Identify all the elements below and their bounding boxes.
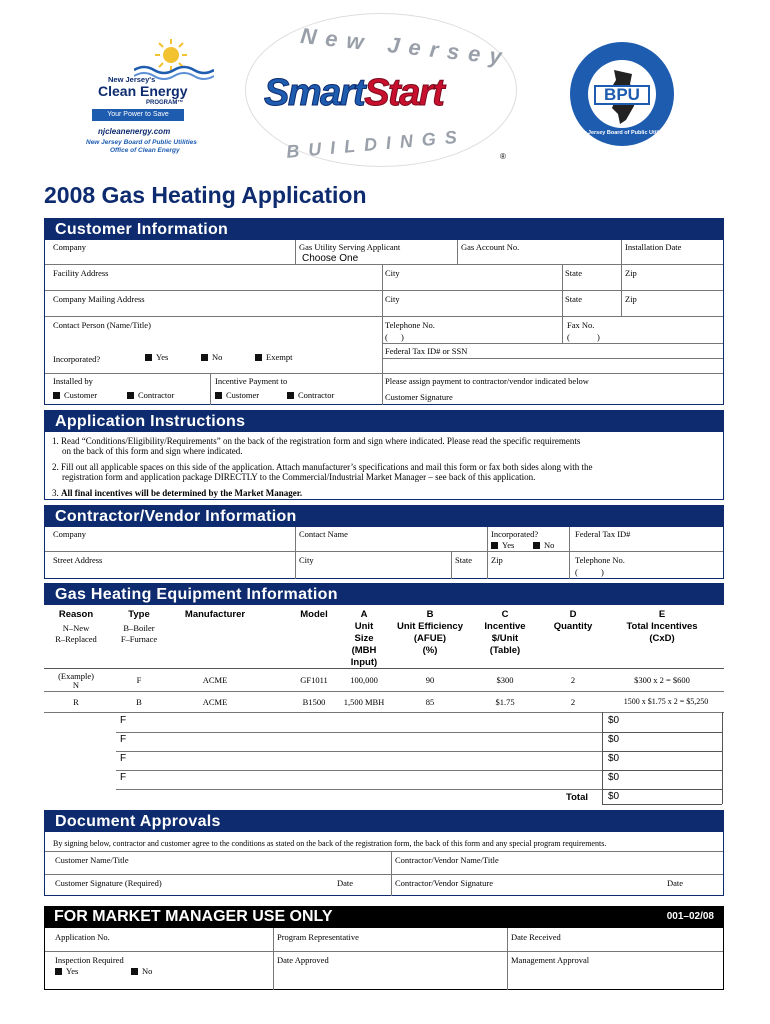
- contractor-company-label: Company: [53, 529, 87, 539]
- example2-reason: R: [73, 697, 79, 707]
- installed-by-label: Installed by: [53, 376, 93, 386]
- company-label: Company: [53, 242, 87, 252]
- grand-total: $0: [608, 791, 620, 802]
- checkbox-icon[interactable]: [53, 392, 60, 399]
- contractor-tel-paren-open: (: [575, 567, 578, 577]
- col-model: Model: [300, 609, 328, 620]
- market-header-text: FOR MARKET MANAGER USE ONLY: [54, 908, 333, 925]
- instruction-1b: on the back of this form and sign where indicated.: [62, 446, 243, 456]
- incorporated-exempt-option[interactable]: Exempt: [255, 352, 292, 362]
- contact-label: Contact Person (Name/Title): [53, 320, 151, 330]
- board-line2: Office of Clean Energy: [110, 147, 180, 154]
- customer-signature-required-label: Customer Signature (Required): [55, 878, 162, 888]
- assign-payment-label: Please assign payment to contractor/vendor indicated below: [385, 376, 589, 386]
- tel-paren-open: (: [385, 332, 388, 342]
- instructions-header-text: Application Instructions: [55, 413, 246, 430]
- install-date-label: Installation Date: [625, 242, 682, 252]
- installed-customer-option[interactable]: Customer: [53, 390, 97, 400]
- equipment-table: [44, 605, 724, 805]
- smartstart-logo: [246, 14, 516, 166]
- mailing-city-label: City: [385, 294, 400, 304]
- smartstart-start: Start: [364, 72, 444, 114]
- contractor-city-label: City: [299, 555, 314, 565]
- cleanenergy-line2: Clean Energy: [98, 83, 188, 99]
- contractor-yes-option[interactable]: Yes: [491, 540, 514, 550]
- mailing-address-label: Company Mailing Address: [53, 294, 145, 304]
- example1-efficiency: 90: [425, 675, 435, 685]
- fax-paren-close: ): [597, 332, 600, 342]
- col-reason-sub2: R–Replaced: [55, 634, 97, 644]
- col-b: B Unit Efficiency (AFUE) (%): [397, 609, 463, 656]
- checkbox-icon[interactable]: [145, 354, 152, 361]
- contractor-incorporated-label: Incorporated?: [491, 529, 539, 539]
- row4-type-select[interactable]: F: [120, 772, 127, 783]
- tel-paren-close: ): [401, 332, 404, 342]
- checkbox-icon[interactable]: [215, 392, 222, 399]
- col-reason: Reason: [58, 609, 94, 620]
- checkbox-icon[interactable]: [255, 354, 262, 361]
- street-address-label: Street Address: [53, 555, 103, 565]
- facility-state-label: State: [565, 268, 582, 278]
- example2-incentive: $1.75: [495, 697, 515, 707]
- date-received-label: Date Received: [511, 932, 561, 942]
- cleanenergy-tagline: Your Power to Save: [92, 109, 184, 121]
- example1-model: GF1011: [300, 675, 328, 685]
- mgmt-approval-label: Management Approval: [511, 955, 590, 965]
- bpu-text: BPU: [594, 85, 650, 105]
- checkbox-icon[interactable]: [55, 968, 62, 975]
- customer-header-text: Customer Information: [55, 221, 229, 238]
- example1-reason-code: N: [72, 680, 80, 690]
- contractor-state-label: State: [455, 555, 472, 565]
- contractor-section-header: [44, 505, 724, 527]
- col-reason-sub1: N–New: [62, 623, 90, 633]
- inspection-label: Inspection Required: [55, 955, 124, 965]
- bpu-ring: New Jersey Board of Public Utilities: [575, 130, 669, 136]
- example1-type: F: [136, 675, 142, 685]
- instruction-2: 2. Fill out all applicable spaces on this side of the application. Attach manufacturer’s specifications and mail this form or fax both sides along with the: [52, 462, 593, 472]
- inspection-no-option[interactable]: No: [131, 966, 152, 976]
- customer-section: [44, 240, 724, 405]
- smartstart-top: New Jersey: [299, 23, 512, 70]
- contractor-telephone-label: Telephone No.: [575, 555, 625, 565]
- cleanenergy-line3: PROGRAM™: [146, 100, 184, 106]
- registered-mark: ®: [500, 152, 506, 161]
- checkbox-icon[interactable]: [201, 354, 208, 361]
- facility-address-label: Facility Address: [53, 268, 109, 278]
- example1-quantity: 2: [570, 675, 576, 685]
- approvals-section-header: [44, 810, 724, 832]
- customer-date-label: Date: [337, 878, 354, 888]
- contact-name-label: Contact Name: [299, 529, 348, 539]
- example1-manufacturer: ACME: [202, 675, 228, 685]
- example2-size: 1,500 MBH: [343, 697, 385, 707]
- customer-signature-label: Customer Signature: [385, 392, 453, 402]
- approvals-header-text: Document Approvals: [55, 813, 221, 830]
- date-approved-label: Date Approved: [277, 955, 329, 965]
- inspection-yes-option[interactable]: Yes: [55, 966, 78, 976]
- example1-size: 100,000: [350, 675, 378, 685]
- app-no-label: Application No.: [55, 932, 110, 942]
- col-e: E Total Incentives (CxD): [626, 609, 698, 644]
- form-code: 001–02/08: [666, 911, 714, 922]
- instructions-section-header: [44, 410, 724, 432]
- row2-total: $0: [608, 734, 620, 745]
- incorporated-no-option[interactable]: No: [201, 352, 222, 362]
- payment-customer-option[interactable]: Customer: [215, 390, 259, 400]
- contractor-date-label: Date: [667, 878, 684, 888]
- example2-manufacturer: ACME: [202, 697, 228, 707]
- example2-efficiency: 85: [425, 697, 435, 707]
- checkbox-icon[interactable]: [127, 392, 134, 399]
- contractor-signature-label: Contractor/Vendor Signature: [395, 878, 493, 888]
- market-section: [44, 928, 724, 990]
- col-c: C Incentive $/Unit (Table): [484, 609, 526, 656]
- col-manufacturer: Manufacturer: [184, 609, 246, 620]
- col-type-sub1: B–Boiler: [123, 623, 155, 633]
- installed-contractor-option[interactable]: Contractor: [127, 390, 174, 400]
- approvals-statement: By signing below, contractor and customer agree to the conditions as stated on the back of the registration form, the back of this form and any special program requirements.: [53, 839, 607, 848]
- example1-incentive: $300: [496, 675, 514, 685]
- federal-tax-label: Federal Tax ID# or SSN: [385, 346, 468, 356]
- utility-select[interactable]: Choose One: [302, 253, 359, 264]
- row1-total: $0: [608, 715, 620, 726]
- instruction-3: 3. All final incentives will be determined by the Market Manager.: [52, 488, 303, 498]
- incentive-payment-label: Incentive Payment to: [215, 376, 288, 386]
- example1-reason: (Example): [58, 671, 94, 681]
- board-line1: New Jersey Board of Public Utilities: [86, 139, 197, 146]
- row1-type-select[interactable]: F: [120, 715, 127, 726]
- account-label: Gas Account No.: [461, 242, 520, 252]
- row3-total: $0: [608, 753, 620, 764]
- col-type-sub2: F–Furnace: [120, 634, 158, 644]
- incorporated-label: Incorporated?: [53, 354, 101, 364]
- equipment-section-header: [44, 583, 724, 605]
- utility-label: Gas Utility Serving Applicant: [299, 242, 401, 252]
- equipment-header-text: Gas Heating Equipment Information: [55, 586, 338, 603]
- contractor-name-label: Contractor/Vendor Name/Title: [395, 855, 499, 865]
- cleanenergy-line1: New Jersey's: [108, 75, 156, 84]
- instruction-1: 1. Read “Conditions/Eligibility/Requirements” on the back of the registration form and sign where indicated. Please read the specific requirements: [52, 436, 581, 446]
- example2-model: B1500: [302, 697, 326, 707]
- incorporated-yes-option[interactable]: Yes: [145, 352, 168, 362]
- approvals-section: [44, 832, 724, 896]
- facility-city-label: City: [385, 268, 400, 278]
- instruction-2b: registration form and application package DIRECTLY to the Commercial/Industrial Market Manager – see back of this application.: [62, 472, 536, 482]
- clean-energy-logo: [86, 38, 226, 162]
- smartstart-smart: Smart: [264, 72, 365, 114]
- col-type: Type: [128, 609, 150, 620]
- facility-zip-label: Zip: [625, 268, 637, 278]
- checkbox-icon[interactable]: [533, 542, 540, 549]
- row4-total: $0: [608, 772, 620, 783]
- program-rep-label: Program Representative: [277, 932, 359, 942]
- row3-type-select[interactable]: F: [120, 753, 127, 764]
- smartstart-bottom: BUILDINGS: [285, 126, 467, 162]
- page-title: 2008 Gas Heating Application: [44, 182, 367, 208]
- fax-label: Fax No.: [567, 320, 595, 330]
- checkbox-icon[interactable]: [491, 542, 498, 549]
- customer-section-header: [44, 218, 724, 240]
- payment-contractor-option[interactable]: Contractor: [287, 390, 334, 400]
- example2-type: B: [136, 697, 142, 707]
- market-section-header: [44, 906, 724, 928]
- checkbox-icon[interactable]: [131, 968, 138, 975]
- fax-paren-open: (: [567, 332, 570, 342]
- col-a: A Unit Size (MBH Input): [350, 609, 378, 668]
- contractor-zip-label: Zip: [491, 555, 503, 565]
- total-label: Total: [566, 792, 588, 803]
- col-d: D Quantity: [553, 609, 593, 632]
- mailing-zip-label: Zip: [625, 294, 637, 304]
- row2-type-select[interactable]: F: [120, 734, 127, 745]
- checkbox-icon[interactable]: [287, 392, 294, 399]
- contractor-no-option[interactable]: No: [533, 540, 554, 550]
- website-link[interactable]: njcleanenergy.com: [98, 127, 171, 136]
- bpu-seal: [570, 42, 674, 146]
- mailing-state-label: State: [565, 294, 582, 304]
- telephone-label: Telephone No.: [385, 320, 435, 330]
- contractor-section: [44, 527, 724, 579]
- contractor-tel-paren-close: ): [601, 567, 604, 577]
- contractor-header-text: Contractor/Vendor Information: [55, 508, 297, 525]
- example2-total: 1500 x $1.75 x 2 = $5,250: [623, 697, 709, 706]
- example2-quantity: 2: [570, 697, 576, 707]
- customer-name-label: Customer Name/Title: [55, 855, 129, 865]
- example1-total: $300 x 2 = $600: [634, 675, 690, 685]
- contractor-federal-tax-label: Federal Tax ID#: [575, 529, 631, 539]
